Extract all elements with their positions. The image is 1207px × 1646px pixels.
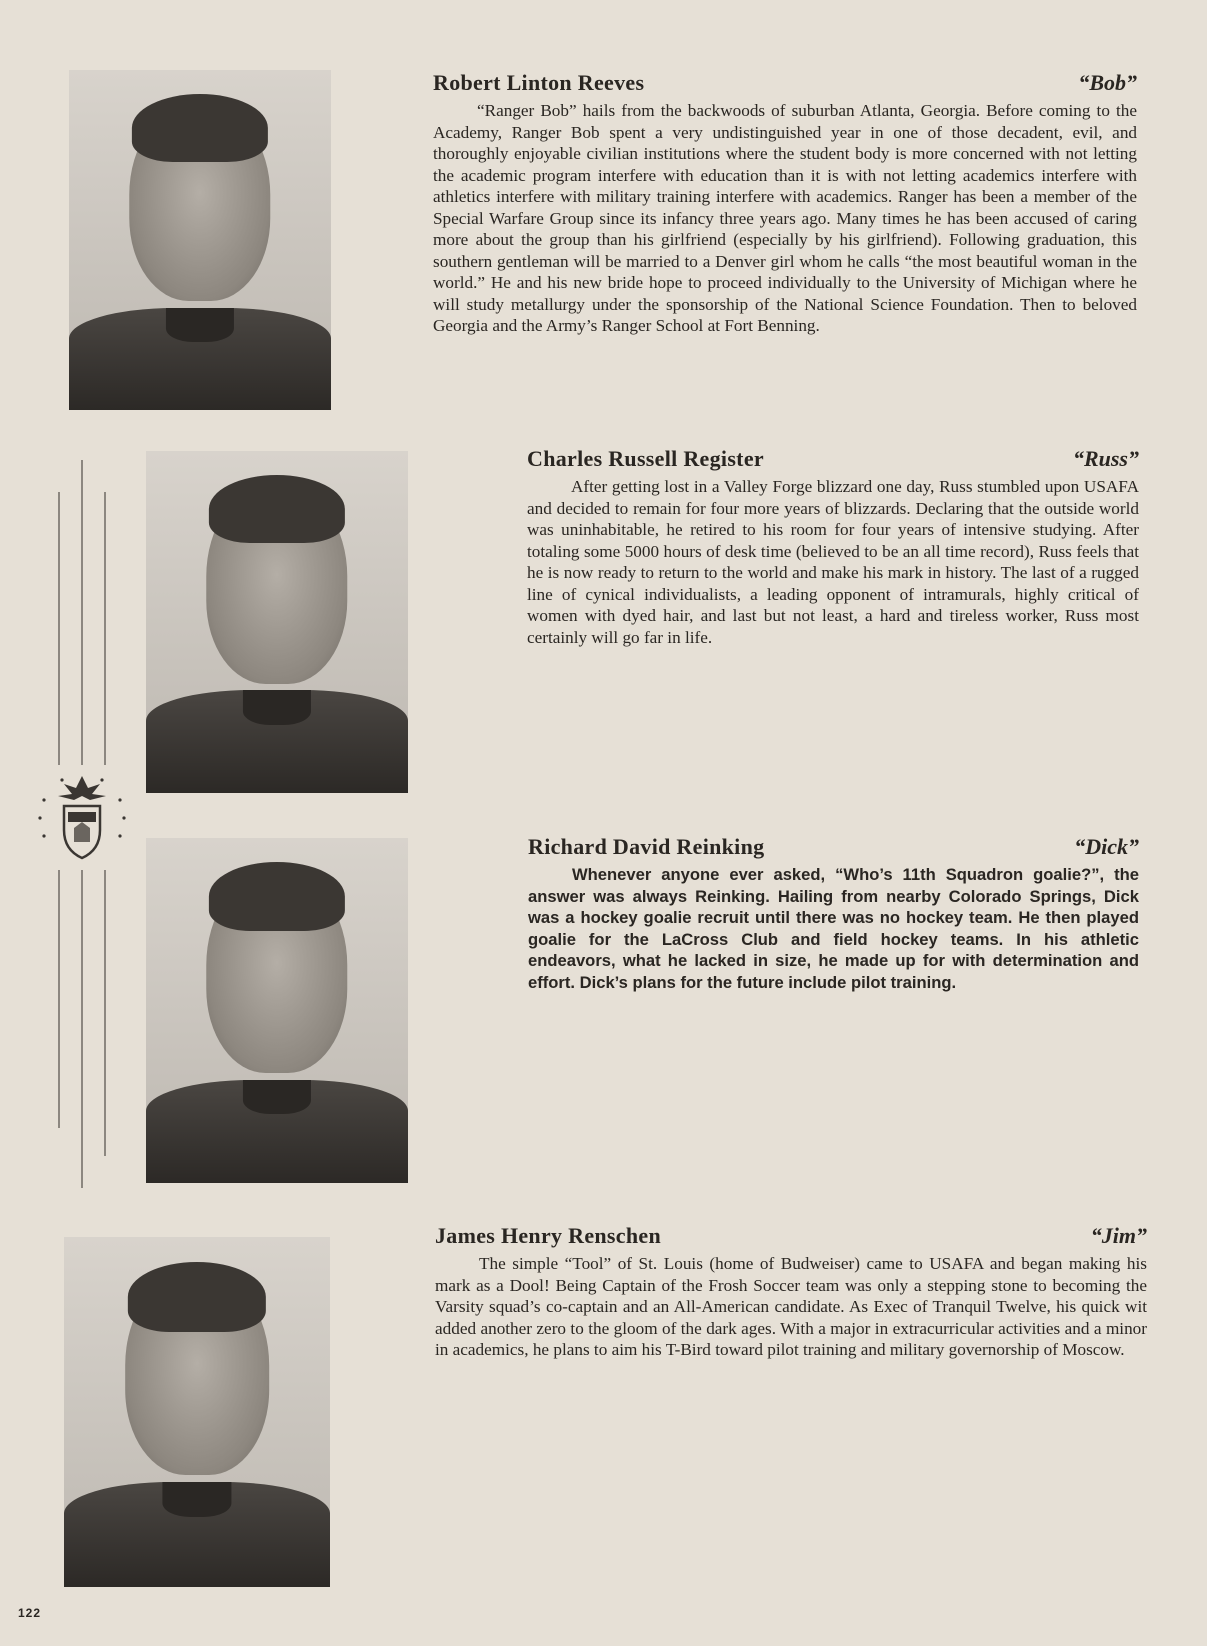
decorative-line-left xyxy=(58,870,60,1128)
cadet-name: Richard David Reinking xyxy=(528,834,765,859)
cadet-nickname: “Russ” xyxy=(1072,446,1139,471)
entry-reeves xyxy=(433,70,1137,337)
decorative-line-left xyxy=(58,492,60,765)
cadet-nickname: “Jim” xyxy=(1090,1223,1147,1248)
portrait-reinking xyxy=(146,838,408,1183)
portrait-collar xyxy=(243,1080,311,1115)
entry-reinking xyxy=(528,834,1139,993)
portrait-reeves xyxy=(69,70,331,410)
portrait-hair xyxy=(209,475,345,543)
cadet-bio: Whenever anyone ever asked, “Who’s 11th Squadron goalie?”, the answer was always Reinking. Hailing from nearby Colorado Springs, Dick was a hockey goalie recruit until there was no hockey team. He then played goalie for the LaCross Club and field hockey teams. In his athletic endeavors, what he lacked in size, he made up for with determination and effort. Dick’s plans for the future include pilot training. xyxy=(528,865,1139,992)
cadet-nickname: “Bob” xyxy=(1078,70,1137,95)
portrait-hair xyxy=(128,1262,266,1332)
cadet-name: Charles Russell Register xyxy=(527,446,764,471)
entry-header xyxy=(435,1223,1147,1249)
entry-header xyxy=(433,70,1137,96)
cadet-bio: The simple “Tool” of St. Louis (home of Budweiser) came to USAFA and began making his mark as a Dool! Being Captain of the Frosh Soccer team was only a stepping stone to becoming the Varsity squad’s co-captain and an All-American candidate. As Exec of Tranquil Twelve, his quick wit added another zero to the gloom of the dark ages. With a major in extracurricular activities and a minor in academics, he plans to aim his T-Bird toward pilot training and military governorship of Moscow. xyxy=(435,1254,1147,1359)
cadet-bio: After getting lost in a Valley Forge blizzard one day, Russ stumbled upon USAFA and decided to remain for four more years of blizzards. Declaring that the outside world was uninhabitable, he retired to his room for four years of intensive studying. After totaling some 5000 hours of desk time (believed to be an all time record), Russ feels that he is now ready to return to the world and make his mark in history. The last of a rugged line of cynical individualists, a leading opponent of intramurals, highly critical of women with dyed hair, and last but not least, a hard and tireless worker, Russ most certainly will go far in life. xyxy=(527,477,1139,647)
entry-header xyxy=(527,446,1139,472)
cadet-bio: “Ranger Bob” hails from the backwoods of suburban Atlanta, Georgia. Before coming to the Academy, Ranger Bob spent a very undistinguished year in one of those decadent, evil, and thoroughly enjoyable civilian institutions where the student body is more concerned with not letting the academic program interfere with education than it is with not letting academics interfere with athletics interfere with military training interfere with academics. Ranger has been a member of the Special Warfare Group since its infancy three years ago. Many times he has been accused of caring more about the group than his girlfriend (especially by his girlfriend). Following graduation, this southern gentleman will be married to a Denver girl whom he calls “the most beautiful woman in the world.” He and his new bride hope to proceed individually to the University of Michigan where he will study metallurgy under the sponsorship of the National Science Foundation. Then to beloved Georgia and the Army’s Ranger School at Fort Benning. xyxy=(433,101,1137,335)
decorative-line-right xyxy=(104,870,106,1156)
cadet-nickname: “Dick” xyxy=(1074,834,1139,859)
portrait-collar xyxy=(166,308,234,342)
decorative-line-right xyxy=(104,492,106,765)
decorative-line-middle xyxy=(81,460,83,765)
entry-header xyxy=(528,834,1139,860)
portrait-collar xyxy=(162,1482,231,1517)
portrait-hair xyxy=(209,862,345,931)
page-number: 122 xyxy=(18,1606,42,1620)
academy-crest-icon xyxy=(34,770,130,866)
portrait-collar xyxy=(243,690,311,724)
portrait-hair xyxy=(132,94,268,162)
portrait-renschen xyxy=(64,1237,330,1587)
decorative-line-middle xyxy=(81,870,83,1188)
entry-register xyxy=(527,446,1139,648)
cadet-name: Robert Linton Reeves xyxy=(433,70,645,95)
cadet-name: James Henry Renschen xyxy=(435,1223,661,1248)
entry-renschen xyxy=(435,1223,1147,1361)
portrait-register xyxy=(146,451,408,793)
